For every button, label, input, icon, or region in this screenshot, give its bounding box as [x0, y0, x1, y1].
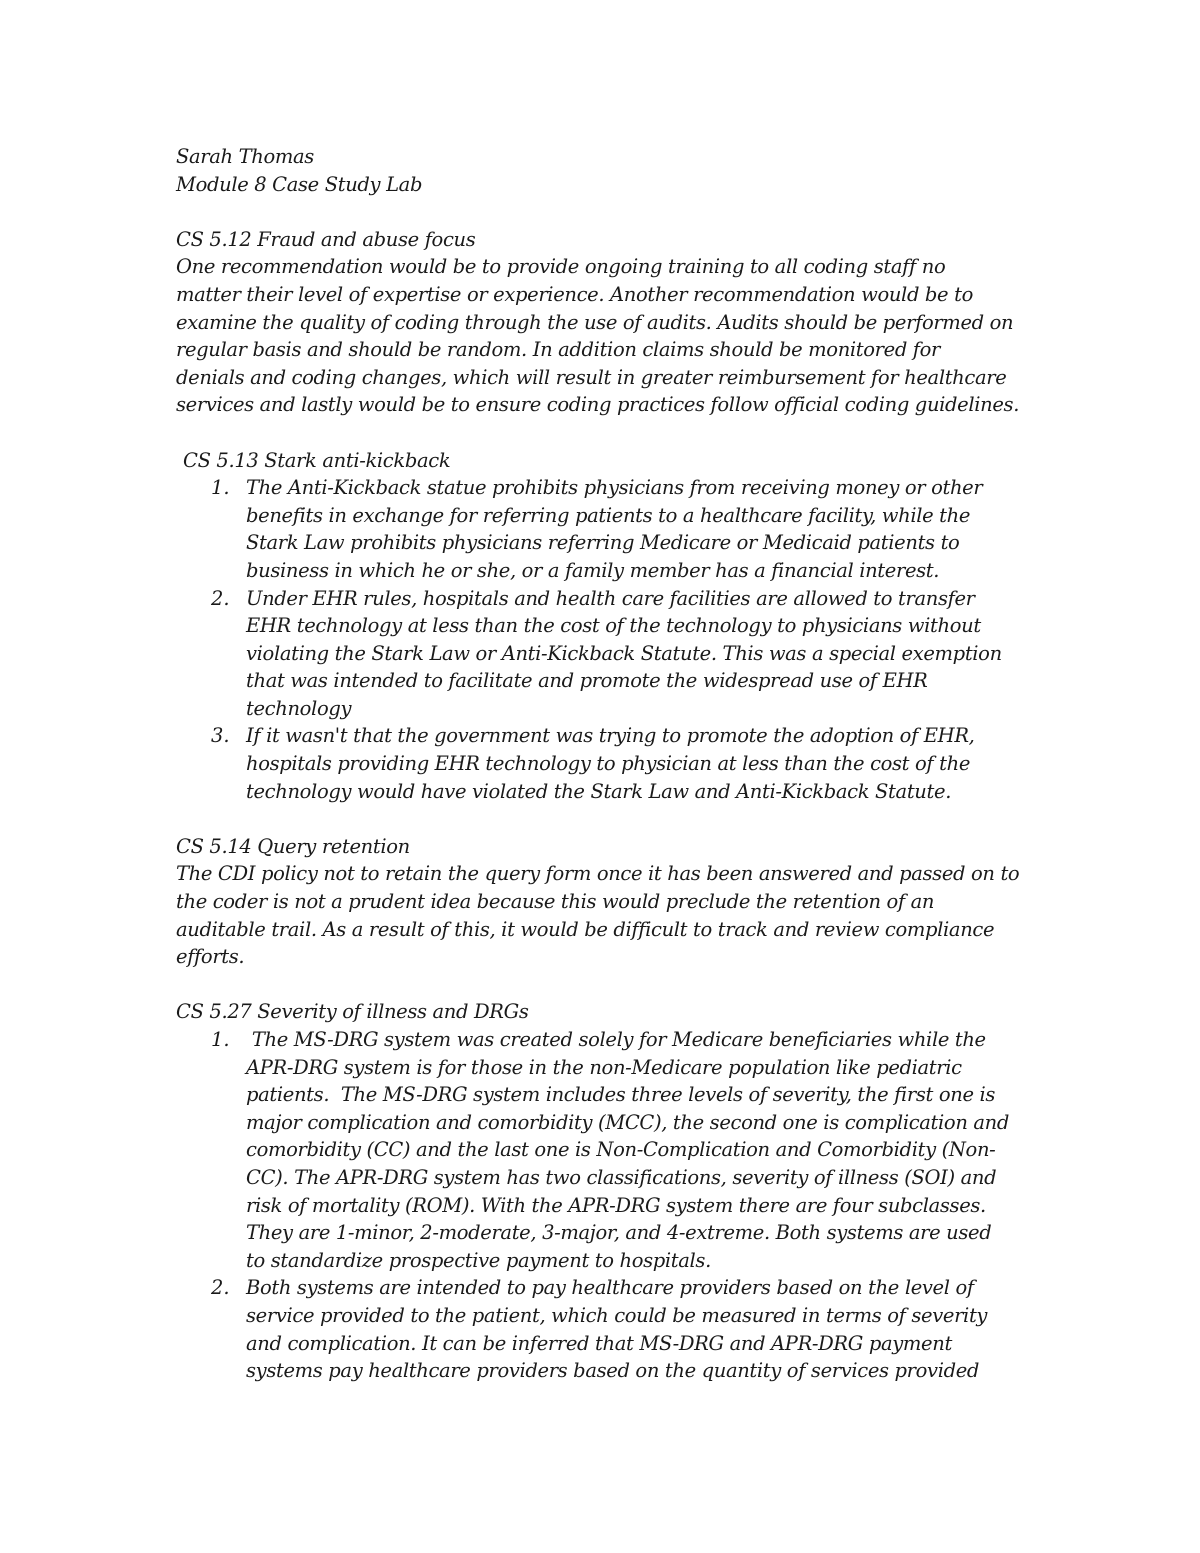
list-item-line: Stark Law prohibits physicians referring Medicare or Medicaid patients to: [246, 531, 960, 555]
list-item-line: technology would have violated the Stark Law and Anti-Kickback Statute.: [246, 779, 952, 803]
list-item-line: patients. The MS-DRG system includes three levels of severity, the first one is: [246, 1083, 996, 1107]
author-name: Sarah Thomas: [176, 145, 314, 168]
section-list-cs513: [176, 474, 1036, 805]
list-number: 2.: [211, 586, 230, 610]
section-body-cs514: [176, 860, 1036, 970]
paragraph-line: auditable trail. As a result of this, it would be difficult to track and review compliance: [176, 917, 995, 941]
list-item-line: business in which he or she, or a family member has a financial interest.: [246, 558, 940, 582]
list-number: 2.: [211, 1276, 230, 1300]
paragraph-line: matter their level of expertise or experience. Another recommendation would be to: [176, 282, 973, 306]
spacer: [176, 805, 1036, 833]
list-item-line: major complication and comorbidity (MCC), the second one is complication and: [246, 1110, 1009, 1134]
spacer: [176, 971, 1036, 999]
spacer: [176, 419, 1036, 447]
section-heading-cs527: CS 5.27 Severity of illness and DRGs: [176, 1000, 529, 1024]
list-item-line: to standardize prospective payment to hospitals.: [246, 1248, 711, 1272]
paragraph-line: services and lastly would be to ensure coding practices follow official coding guidelines.: [176, 393, 1020, 417]
paragraph-line: denials and coding changes, which will result in greater reimbursement for healthcare: [176, 365, 1007, 389]
list-item-line: EHR technology at less than the cost of the technology to physicians without: [246, 614, 981, 638]
list-item-line: service provided to the patient, which could be measured in terms of severity: [246, 1303, 988, 1327]
list-item-line: risk of mortality (ROM). With the APR-DRG system there are four subclasses.: [246, 1193, 986, 1217]
assignment-title: Module 8 Case Study Lab: [176, 172, 423, 196]
list-item: [176, 722, 1036, 805]
list-number: 1.: [211, 476, 230, 500]
list-item-line: technology: [246, 696, 352, 720]
paragraph-line: The CDI policy not to retain the query form once it has been answered and passed on to: [176, 862, 1020, 886]
list-item-line: Both systems are intended to pay healthcare providers based on the level of: [246, 1276, 974, 1300]
list-item-line: APR-DRG system is for those in the non-Medicare population like pediatric: [246, 1055, 962, 1079]
section-list-cs527: [176, 1026, 1036, 1385]
spacer: [176, 198, 1036, 226]
list-item-line: They are 1-minor, 2-moderate, 3-major, and 4-extreme. Both systems are used: [246, 1221, 992, 1245]
paragraph-line: examine the quality of coding through the use of audits. Audits should be performed on: [176, 310, 1014, 334]
section-body-cs512: [176, 253, 1036, 419]
list-item: [176, 474, 1036, 584]
list-item-line: Under EHR rules, hospitals and health care facilities are allowed to transfer: [246, 586, 975, 610]
paragraph-line: efforts.: [176, 945, 245, 969]
list-item: [176, 1274, 1036, 1384]
list-item-line: The Anti-Kickback statue prohibits physicians from receiving money or other: [246, 476, 983, 500]
list-item-line: comorbidity (CC) and the last one is Non-Complication and Comorbidity (Non-: [246, 1138, 996, 1162]
section-heading-cs512: CS 5.12 Fraud and abuse focus: [176, 227, 476, 251]
list-item-line: If it wasn't that the government was trying to promote the adoption of EHR,: [246, 724, 975, 748]
list-item-line: CC). The APR-DRG system has two classifications, severity of illness (SOI) and: [246, 1165, 997, 1189]
list-item-line: that was intended to facilitate and promote the widespread use of EHR: [246, 669, 928, 693]
document-page: [176, 143, 1036, 1385]
paragraph-line: the coder is not a prudent idea because this would preclude the retention of an: [176, 890, 935, 914]
paragraph-line: One recommendation would be to provide ongoing training to all coding staff no: [176, 255, 946, 279]
list-item-line: benefits in exchange for referring patients to a healthcare facility, while the: [246, 503, 971, 527]
paragraph-line: regular basis and should be random. In addition claims should be monitored for: [176, 338, 941, 362]
list-item-line: and complication. It can be inferred that MS-DRG and APR-DRG payment: [246, 1331, 952, 1355]
list-item: [176, 585, 1036, 723]
list-item-line: systems pay healthcare providers based on the quantity of services provided: [246, 1359, 980, 1383]
list-item-line: hospitals providing EHR technology to physician at less than the cost of the: [246, 752, 971, 776]
list-number: 1.: [211, 1028, 230, 1051]
list-item: [176, 1026, 1036, 1274]
section-heading-cs513: CS 5.13 Stark anti-kickback: [183, 448, 451, 472]
list-number: 3.: [211, 724, 230, 748]
list-item-line: The MS-DRG system was created solely for Medicare beneficiaries while the: [246, 1028, 986, 1051]
section-heading-cs514: CS 5.14 Query retention: [176, 834, 410, 858]
list-item-line: violating the Stark Law or Anti-Kickback Statute. This was a special exemption: [246, 641, 1002, 665]
